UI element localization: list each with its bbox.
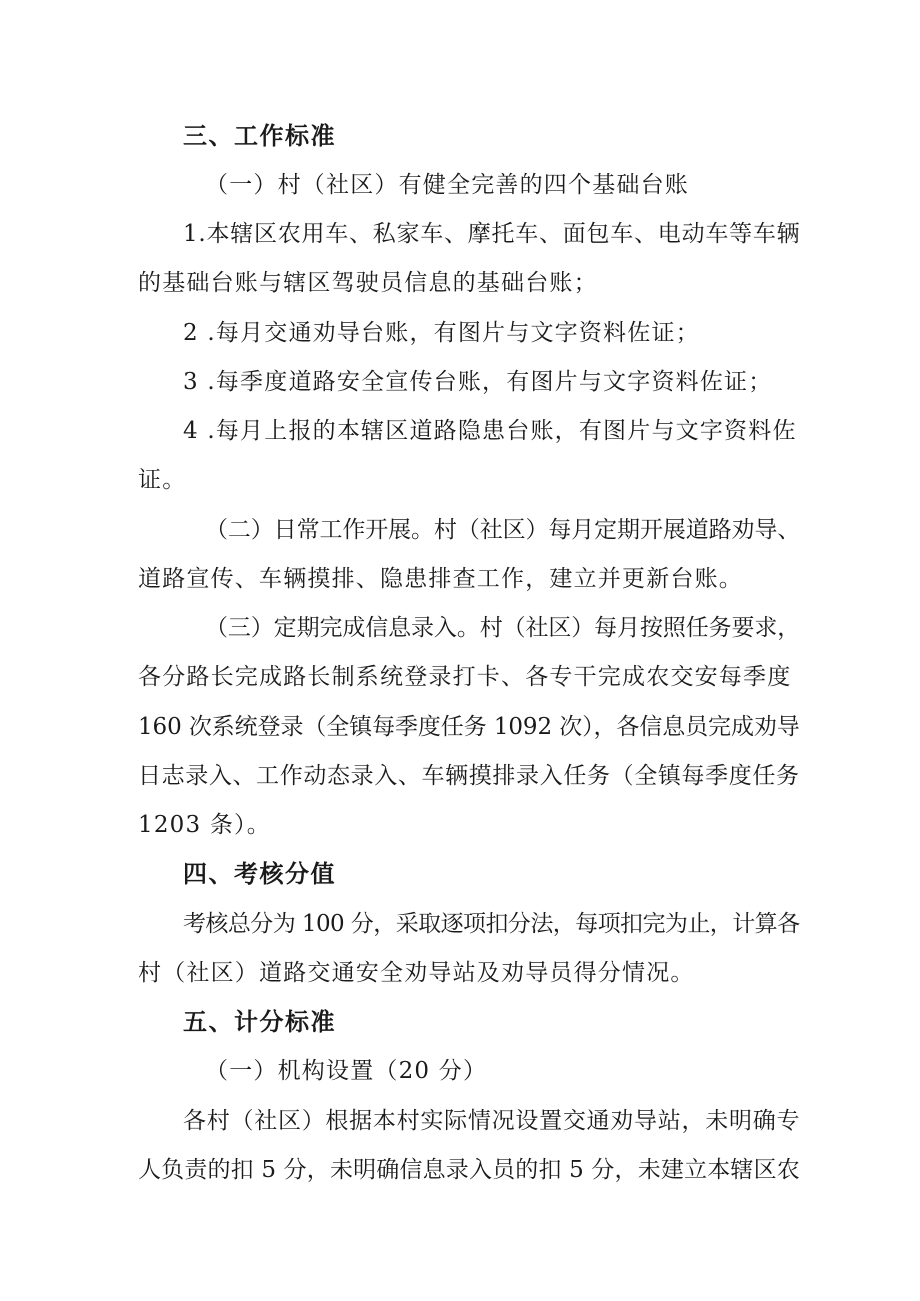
section-heading-assessment-score: 四、考核分值 (183, 860, 336, 888)
section-heading-work-standards: 三、工作标准 (183, 122, 336, 150)
paragraph-line: 各村（社区）根据本村实际情况设置交通劝导站，未明确专 (183, 1108, 801, 1134)
paragraph-line: （二）日常工作开展。村（社区）每月定期开展道路劝导、 (205, 517, 801, 543)
paragraph-line: 道路宣传、车辆摸排、隐患排查工作，建立并更新台账。 (138, 566, 743, 592)
paragraph-line: 考核总分为 100 分，采取逐项扣分法，每项扣完为止，计算各 (183, 911, 800, 937)
paragraph-line: 的基础台账与辖区驾驶员信息的基础台账； (138, 270, 598, 296)
paragraph-line: 3 .每季度道路安全宣传台账，有图片与文字资料佐证； (183, 369, 773, 395)
paragraph-line: 1203 条）。 (138, 812, 271, 838)
paragraph-line: 各分路长完成路长制系统登录打卡、各专干完成农交安每季度 (138, 664, 792, 690)
paragraph-line: 1.本辖区农用车、私家车、摩托车、面包车、电动车等车辆 (183, 221, 801, 247)
paragraph-line: 2 .每月交通劝导台账，有图片与文字资料佐证； (183, 320, 700, 346)
paragraph-line: 4 .每月上报的本辖区道路隐患台账，有图片与文字资料佐 (183, 418, 797, 444)
paragraph-line: 160 次系统登录（全镇每季度任务 1092 次），各信息员完成劝导 (138, 714, 800, 740)
paragraph-line: （三）定期完成信息录入。村（社区）每月按照任务要求， (205, 615, 801, 641)
subheading-organization-setup: （一）机构设置（20 分） (205, 1058, 488, 1084)
paragraph-line: 村（社区）道路交通安全劝导站及劝导员得分情况。 (138, 960, 695, 986)
section-heading-scoring-standards: 五、计分标准 (183, 1008, 336, 1036)
paragraph-line: 证。 (138, 467, 187, 493)
paragraph-line: 日志录入、工作动态录入、车辆摸排录入任务（全镇每季度任务 (138, 763, 800, 789)
subheading-four-ledgers: （一）村（社区）有健全完善的四个基础台账 (205, 172, 689, 198)
paragraph-line: 人负责的扣 5 分，未明确信息录入员的扣 5 分，未建立本辖区农 (138, 1157, 800, 1183)
